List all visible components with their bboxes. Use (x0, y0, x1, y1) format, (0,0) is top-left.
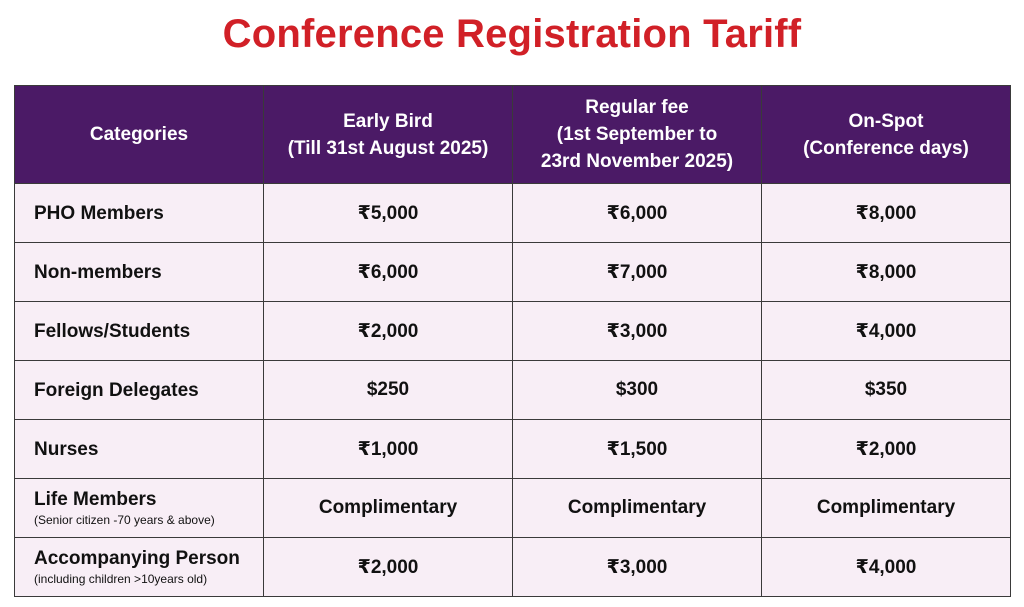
early-bird-fee: ₹2,000 (264, 302, 513, 361)
table-row (15, 243, 1011, 302)
on-spot-fee: ₹8,000 (762, 184, 1011, 243)
row-category (15, 420, 264, 479)
category-name: Life Members (34, 488, 157, 510)
on-spot-fee: $350 (762, 361, 1011, 420)
header-early-bird-line-2: (Till 31st August 2025) (287, 137, 489, 159)
table-row (15, 302, 1011, 361)
table-row (15, 479, 1011, 538)
row-category (15, 184, 264, 243)
header-on-spot-line-1: On-Spot (848, 110, 924, 132)
category-name: Fellows/Students (34, 320, 191, 342)
regular-fee: ₹1,500 (513, 420, 762, 479)
row-category (15, 243, 264, 302)
category-note: (including children >10years old) (34, 571, 208, 586)
page-title: Conference Registration Tariff (222, 12, 802, 56)
table-row (15, 184, 1011, 243)
on-spot-fee: ₹4,000 (762, 538, 1011, 597)
regular-fee: ₹3,000 (513, 538, 762, 597)
early-bird-fee: ₹6,000 (264, 243, 513, 302)
category-name: PHO Members (34, 202, 164, 224)
early-bird-fee: $250 (264, 361, 513, 420)
row-category (15, 302, 264, 361)
header-regular-line-3: 23rd November 2025) (540, 151, 734, 172)
header-regular-fee (513, 86, 762, 184)
early-bird-fee: ₹1,000 (264, 420, 513, 479)
header-early-bird-line-1: Early Bird (343, 110, 433, 132)
category-name: Nurses (34, 438, 99, 460)
on-spot-fee: ₹2,000 (762, 420, 1011, 479)
row-category (15, 538, 264, 597)
header-categories-label: Categories (89, 124, 189, 145)
regular-fee: ₹6,000 (513, 184, 762, 243)
regular-fee: Complimentary (513, 479, 762, 538)
category-name: Non-members (34, 261, 162, 283)
early-bird-fee: ₹2,000 (264, 538, 513, 597)
row-category (15, 479, 264, 538)
regular-fee: ₹7,000 (513, 243, 762, 302)
header-regular-line-1: Regular fee (585, 97, 689, 118)
on-spot-fee: ₹8,000 (762, 243, 1011, 302)
regular-fee: ₹3,000 (513, 302, 762, 361)
header-on-spot (762, 86, 1011, 184)
category-note: (Senior citizen -70 years & above) (34, 512, 215, 527)
table-row (15, 420, 1011, 479)
header-on-spot-line-2: (Conference days) (803, 137, 969, 159)
row-category (15, 361, 264, 420)
table-row (15, 538, 1011, 597)
category-name: Accompanying Person (34, 547, 240, 569)
category-name: Foreign Delegates (34, 379, 199, 401)
tariff-table (14, 85, 1011, 597)
regular-fee: $300 (513, 361, 762, 420)
early-bird-fee: ₹5,000 (264, 184, 513, 243)
header-regular-line-2: (1st September to (556, 124, 718, 145)
on-spot-fee: Complimentary (762, 479, 1011, 538)
table-row (15, 361, 1011, 420)
header-categories (15, 86, 264, 184)
header-early-bird (264, 86, 513, 184)
on-spot-fee: ₹4,000 (762, 302, 1011, 361)
early-bird-fee: Complimentary (264, 479, 513, 538)
header-row (15, 86, 1011, 184)
